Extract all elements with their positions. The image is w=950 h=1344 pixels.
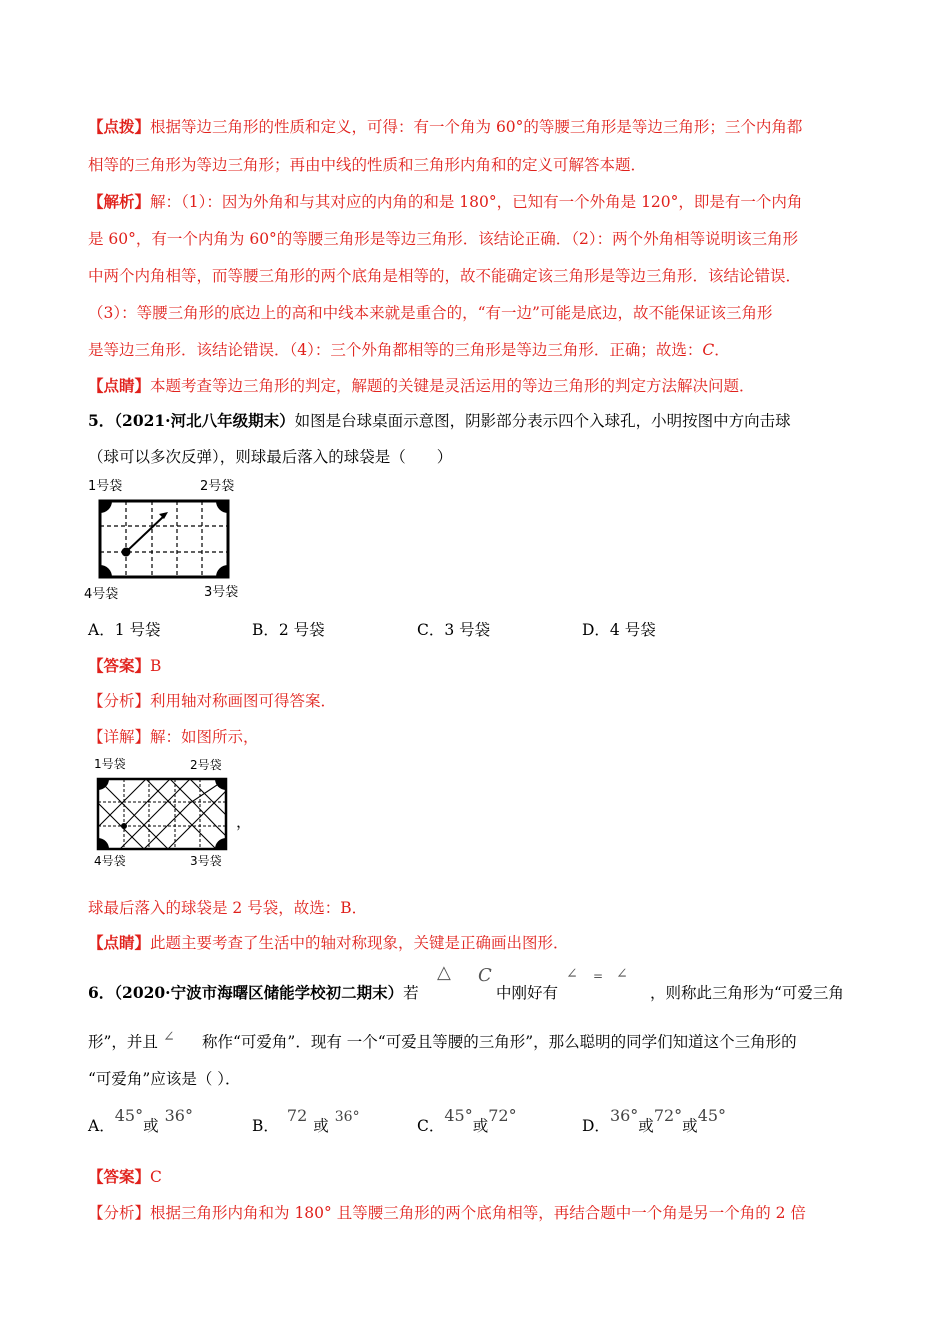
dianjing-line: 【点睛】本题考查等边三角形的判定，解题的关键是灵活运用的等边三角形的判定方法解决问题． — [88, 376, 755, 395]
jiexi-line-2: 是 60°，有一个内角为 60°的等腰三角形是等边三角形．该结论正确．（2）：两个外角相等说明该三角形 — [88, 230, 799, 248]
letter-c: C — [478, 965, 492, 986]
jiexi-line-1: 【解析】解：（1）：因为外角和与其对应的内角的和是 180°，已知有一个外角是 120°，即是有一个内角 — [88, 192, 803, 211]
dianbo-line-1: 【点拨】根据等边三角形的性质和定义，可得：有一个角为 60°的等腰三角形是等边三角形；三个内角都 — [88, 117, 803, 136]
equals-sign: = — [593, 969, 604, 983]
q6-stem-line-1-head: 6．（2020·宁波市海曙区储能学校初二期末）若 — [88, 983, 419, 1002]
q6-stem-line-1-tail: ，则称此三角形为“可爱三角 — [650, 984, 844, 1002]
fig2-label-4: 4号袋 — [94, 854, 126, 868]
q5-stem-line-2: （球可以多次反弹），则球最后落入的球袋是（ ） — [88, 448, 453, 466]
q5-option-b: B．2 号袋 — [252, 621, 325, 639]
q5-conclusion: 球最后落入的球袋是 2 号袋，故选：B． — [88, 899, 368, 917]
q6-option-c: C．45°或72° — [417, 1106, 517, 1135]
pool-table-figure — [84, 474, 254, 604]
q6-answer: 【答案】C — [88, 1167, 162, 1186]
q6-fenxi: 【分析】根据三角形内角和为 180° 且等腰三角形的两个底角相等，再结合题中一个角是另一个角的 2 倍 — [88, 1204, 806, 1222]
jiexi-tag: 【解析】 — [88, 192, 151, 211]
angle-symbol-2: ∠ — [616, 966, 628, 982]
q6-zhonggang: 中刚好有 — [496, 984, 559, 1002]
q5-number: 5． — [88, 411, 115, 430]
q5-xiangjie: 【详解】解：如图所示， — [88, 728, 259, 746]
q5-answer: 【答案】B — [88, 656, 162, 675]
q5-option-d: D．4 号袋 — [582, 621, 656, 639]
q6-stem-line-2b: 称作“可爱角”．现有 一个“可爱且等腰的三角形”，那么聪明的同学们知道这个三角形的 — [202, 1033, 797, 1051]
jiexi-line-5: 是等边三角形．该结论错误．（4）：三个外角都相等的三角形是等边三角形．正确；故选：C． — [88, 341, 730, 359]
fig1-label-4: 4号袋 — [84, 587, 119, 602]
fig1-label-3: 3号袋 — [204, 585, 239, 600]
fig2-label-1: 1号袋 — [94, 757, 126, 771]
pocket-4 — [100, 565, 112, 577]
shot-arrowhead — [159, 512, 168, 519]
fig2-comma: ， — [236, 813, 252, 831]
q6-option-d: D．36°或72°或45° — [582, 1106, 727, 1135]
table-grid-2 — [98, 779, 226, 849]
fig1-label-1: 1号袋 — [88, 479, 123, 494]
q6-option-b: B．72或 36° — [252, 1106, 360, 1135]
pockets-2 — [98, 779, 226, 849]
table-grid — [100, 501, 228, 577]
fig2-label-2: 2号袋 — [190, 758, 222, 772]
jiexi-line-3: 中两个内角相等，而等腰三角形的两个底角是相等的，故不能确定该三角形是等边三角形．该结论错误． — [88, 267, 802, 285]
q5-option-a: A．1 号袋 — [88, 621, 161, 639]
angle-symbol-1: ∠ — [566, 966, 578, 982]
reflection-solution-figure — [90, 753, 250, 873]
ball-2 — [121, 823, 127, 829]
pocket-2 — [216, 501, 228, 513]
q6-number: 6． — [88, 983, 115, 1002]
dianjing-tag: 【点睛】 — [88, 376, 151, 395]
q5-fenxi: 【分析】利用轴对称画图可得答案． — [88, 692, 337, 710]
dianbo-line-2: 相等的三角形为等边三角形；再由中线的性质和三角形内角和的定义可解答本题． — [88, 156, 647, 174]
pocket-3 — [216, 565, 228, 577]
shot-direction — [126, 516, 164, 552]
q5-dianjing: 【点睛】此题主要考查了生活中的轴对称现象，关键是正确画出图形． — [88, 933, 569, 952]
q5-option-c: C．3 号袋 — [417, 621, 491, 639]
triangle-symbol: △ — [437, 962, 451, 983]
table-border-2 — [98, 779, 226, 849]
q5-source: （2021·河北八年级期末） — [114, 411, 295, 430]
reflection-paths — [98, 779, 226, 849]
dianbo-tag: 【点拨】 — [88, 117, 151, 136]
q6-stem-line-2a: 形”，并且 — [88, 1033, 158, 1051]
fig2-label-3: 3号袋 — [190, 854, 222, 868]
q6-stem-line-3: “可爱角”应该是（ ）． — [88, 1070, 241, 1088]
pocket-1 — [100, 501, 112, 513]
q6-source: （2020·宁波市海曙区储能学校初二期末） — [114, 983, 404, 1002]
q6-option-a: A．45°或36° — [88, 1106, 193, 1135]
table-border — [100, 501, 228, 577]
angle-symbol-3: ∠ — [163, 1029, 175, 1045]
pockets — [100, 501, 228, 577]
fig1-label-2: 2号袋 — [200, 479, 235, 494]
jiexi-line-4: （3）：等腰三角形的底边上的高和中线本来就是重合的，“有一边”可能是底边，故不能保证该三角形 — [88, 304, 773, 322]
q5-stem-line-1: 5．（2021·河北八年级期末）如图是台球桌面示意图，阴影部分表示四个入球孔，小明按图中方向击球 — [88, 411, 791, 430]
